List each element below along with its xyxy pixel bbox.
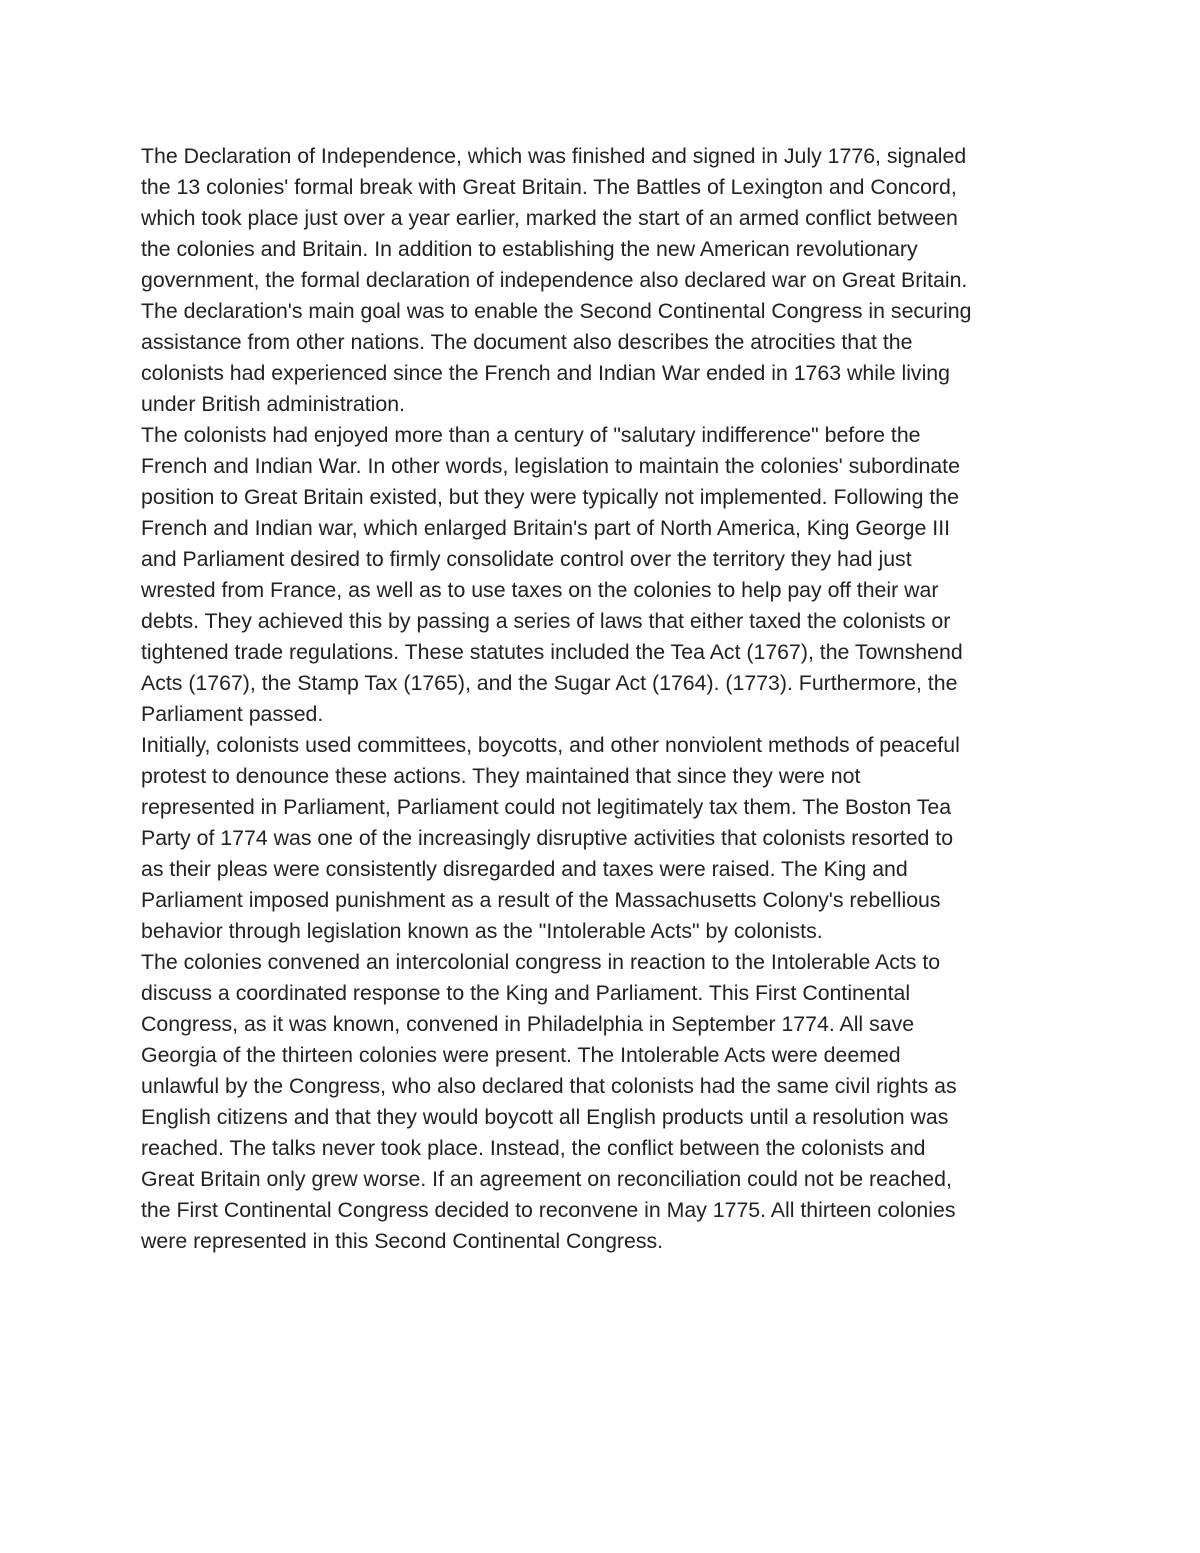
text-line: Congress, as it was known, convened in Philadelphia in September 1774. All save [141,1012,915,1036]
text-line: the colonies and Britain. In addition to establishing the new American revolutionary [141,237,918,261]
text-line: colonists had experienced since the French and Indian War ended in 1763 while living [141,361,950,385]
text-line: English citizens and that they would boycott all English products until a resolution was [141,1105,949,1129]
text-line: under British administration. [141,392,405,416]
document-body [141,141,1071,1257]
text-line: as their pleas were consistently disregarded and taxes were raised. The King and [141,857,908,881]
text-line: government, the formal declaration of independence also declared war on Great Britain. [141,268,968,292]
text-line: tightened trade regulations. These statutes included the Tea Act (1767), the Townshend [141,640,963,664]
text-line: position to Great Britain existed, but they were typically not implemented. Following the [141,485,959,509]
text-line: and Parliament desired to firmly consolidate control over the territory they had just [141,547,912,571]
text-line: unlawful by the Congress, who also declared that colonists had the same civil rights as [141,1074,957,1098]
text-line: Great Britain only grew worse. If an agreement on reconciliation could not be reached, [141,1167,952,1191]
text-line: reached. The talks never took place. Instead, the conflict between the colonists and [141,1136,926,1160]
text-line: protest to denounce these actions. They maintained that since they were not [141,764,861,788]
text-line: behavior through legislation known as the "Intolerable Acts" by colonists. [141,919,823,943]
text-line: were represented in this Second Continental Congress. [141,1229,664,1253]
paragraph-4 [141,947,1071,1257]
text-line: Party of 1774 was one of the increasingly disruptive activities that colonists resorted to [141,826,954,850]
text-line: French and Indian War. In other words, legislation to maintain the colonies' subordinate [141,454,960,478]
text-line: discuss a coordinated response to the King and Parliament. This First Continental [141,981,911,1005]
text-line: Georgia of the thirteen colonies were present. The Intolerable Acts were deemed [141,1043,901,1067]
text-line: the First Continental Congress decided to reconvene in May 1775. All thirteen colonies [141,1198,956,1222]
paragraph-1 [141,141,1071,420]
text-line: The colonists had enjoyed more than a century of "salutary indifference" before the [141,423,921,447]
text-line: represented in Parliament, Parliament could not legitimately tax them. The Boston Tea [141,795,952,819]
text-line: The Declaration of Independence, which was finished and signed in July 1776, signaled [141,144,967,168]
paragraph-3 [141,730,1071,947]
text-line: The declaration's main goal was to enable the Second Continental Congress in securing [141,299,972,323]
text-line: which took place just over a year earlier, marked the start of an armed conflict between [141,206,958,230]
text-line: wrested from France, as well as to use taxes on the colonies to help pay off their war [141,578,939,602]
text-line: assistance from other nations. The document also describes the atrocities that the [141,330,913,354]
text-line: Parliament imposed punishment as a result of the Massachusetts Colony's rebellious [141,888,941,912]
text-line: Initially, colonists used committees, boycotts, and other nonviolent methods of peaceful [141,733,960,757]
text-line: The colonies convened an intercolonial congress in reaction to the Intolerable Acts to [141,950,941,974]
text-line: the 13 colonies' formal break with Great Britain. The Battles of Lexington and Concord, [141,175,957,199]
text-line: French and Indian war, which enlarged Britain's part of North America, King George III [141,516,951,540]
text-line: Acts (1767), the Stamp Tax (1765), and the Sugar Act (1764). (1773). Furthermore, the [141,671,958,695]
text-line: debts. They achieved this by passing a series of laws that either taxed the colonists or [141,609,951,633]
text-line: Parliament passed. [141,702,324,726]
paragraph-2 [141,420,1071,730]
